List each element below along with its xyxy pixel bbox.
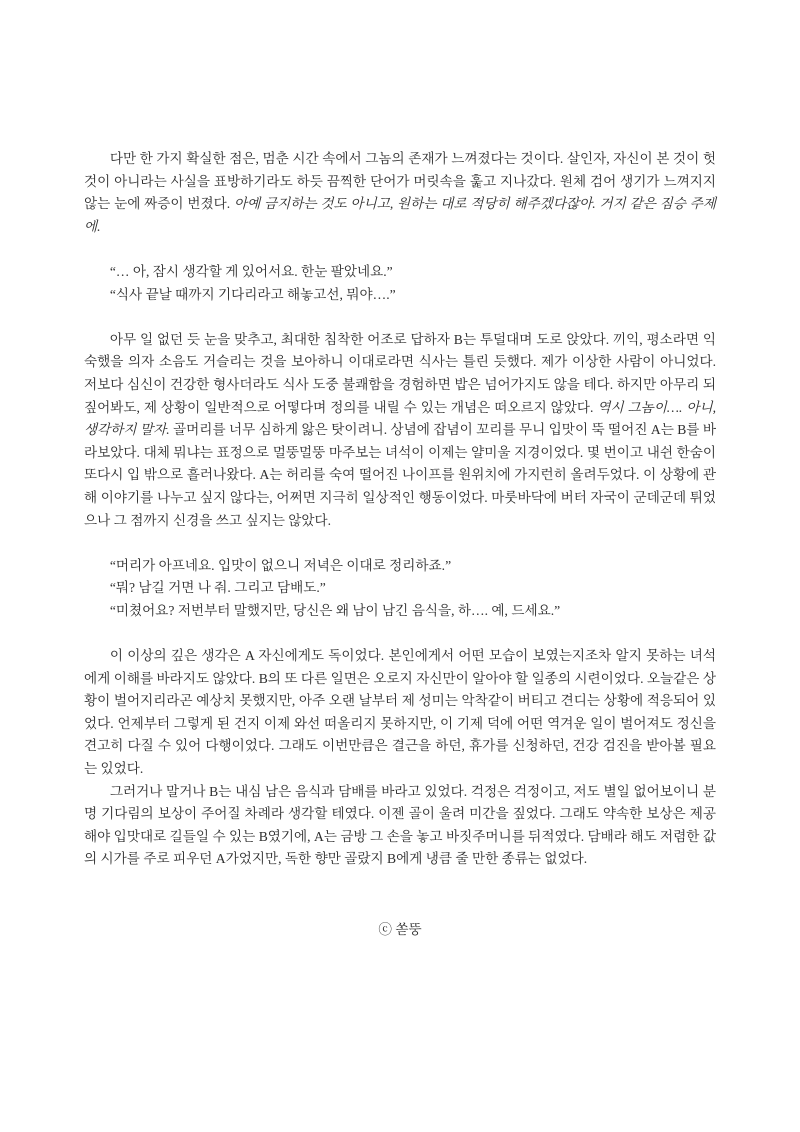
text-run: “식사 끝날 때까지 기다리라고 해놓고선, 뭐야….”: [109, 286, 396, 302]
text-run: “뭐? 남길 거면 나 줘. 그리고 담배도.”: [109, 580, 326, 596]
dialogue-line: [84, 555, 716, 578]
text-run: 다만 한 가지 확실한 점은, 멈춘 시간 속에서 그놈의 존재가 느껴졌다는 것이다. 살인자, 자신이 본 것이 헛것이 아니라는 사실을 표방하기라도 하듯 끔찍한 단어가 머릿속을 훑고 지나갔다. 원체 검어 생기가 느껴지지 않는 눈에 짜증이 번졌다.: [84, 151, 716, 212]
copyright-line: ⓒ 쏟뚱: [378, 922, 422, 937]
inner-thought-italic-run: 아예 금지하는 것도 아니고, 원하는 대로 적당히 해주겠다잖아. 거지 같은 짐승 주제에.: [84, 196, 716, 234]
text-run: 골머리를 너무 심하게 앓은 탓이려니. 상념에 잡념이 꼬리를 무니 입맛이 뚝 떨어진 A는 B를 바라보았다. 대체 뭐냐는 표정으로 멀뚱멀뚱 마주보는 녀석이 이제는 얄미울 지경이었다. 몇 번이고 내쉰 한숨이 또다시 입 밖으로 흘러나왔다. A는 허리를 숙여 떨어진 나이프를 원위치에 가지런히 올려두었다. 이 상황에 관해 이야기를 나누고 싶지 않다는, 어쩌면 지극히 일상적인 행동이었다. 마룻바닥에 버터 자국이 군데군데 튀었으나 그 점까지 신경을 쓰고 싶지는 않았다.: [84, 422, 716, 528]
paragraph: [84, 148, 716, 238]
paragraph: [84, 329, 716, 532]
text-run: “미쳤어요? 저번부터 말했지만, 당신은 왜 남이 남긴 음식을, 하…. 예, 드세요.”: [109, 602, 561, 618]
dialogue-line: [84, 284, 716, 307]
dialogue-line: [84, 577, 716, 600]
text-column: [84, 148, 716, 871]
text-run: 이 이상의 깊은 생각은 A 자신에게도 독이었다. 본인에게서 어떤 모습이 보였는지조차 알지 못하는 녀석에게 이해를 바라지도 않았다. B의 또 다른 일면은 오로지 자신만이 알아야 할 일종의 시련이었다. 오늘같은 상황이 벌어지리라곤 예상치 못했지만, 아주 오랜 날부터 제 성미는 악착같이 버티고 견디는 상황에 적응되어 있었다. 언제부터 그렇게 된 건지 이제 와선 떠올리지 못하지만, 이 기제 덕에 어떤 역겨운 일이 벌어져도 정신을 견고히 다질 수 있어 다행이었다. 그래도 이번만큼은 결근을 하던, 휴가를 신청하던, 건강 검진을 받아볼 필요는 있었다.: [84, 648, 716, 777]
paragraph: [84, 645, 716, 781]
paragraph: [84, 781, 716, 871]
inner-thought-italic-run: 역시 그놈이…. 아니, 생각하지 말자.: [84, 399, 716, 438]
text-run: 그러거나 말거나 B는 내심 남은 음식과 담배를 바라고 있었다. 걱정은 걱정이고, 저도 별일 없어보이니 분명 기다림의 보상이 주어질 차례라 생각할 테였다. 이젠 골이 울려 미간을 짚었다. 그래도 약속한 보상은 제공해야 입맛대로 길들일 수 있는 B였기에, A는 금방 그 손을 놓고 바짓주머니를 뒤적였다. 담배라 해도 저렴한 값의 시가를 주로 피우던 A가었지만, 독한 향만 골랐지 B에게 냉큼 줄 만한 종류는 없었다.: [84, 783, 716, 867]
text-run: “… 아, 잠시 생각할 게 있어서요. 한눈 팔았네요.”: [109, 263, 393, 279]
dialogue-line: [84, 600, 716, 623]
dialogue-line: [84, 261, 716, 284]
text-run: 아무 일 없던 듯 눈을 맞추고, 최대한 침착한 어조로 답하자 B는 투덜대며 도로 앉았다. 끼익, 평소라면 익숙했을 의자 소음도 거슬리는 것을 보아하니 이대로라면 식사는 틀린 듯했다. 제가 이상한 사람이 아니었다. 저보다 심신이 건강한 형사더라도 식사 도중 불쾌함을 경험하면 밥은 넘어가지도 않을 테다. 하지만 아무리 되짚어봐도, 제 상황이 일반적으로 어떻다며 정의를 내릴 수 있는 개념은 떠오르지 않았다.: [84, 331, 716, 415]
text-run: “머리가 아프네요. 입맛이 없으니 저녁은 이대로 정리하죠.”: [109, 557, 452, 573]
